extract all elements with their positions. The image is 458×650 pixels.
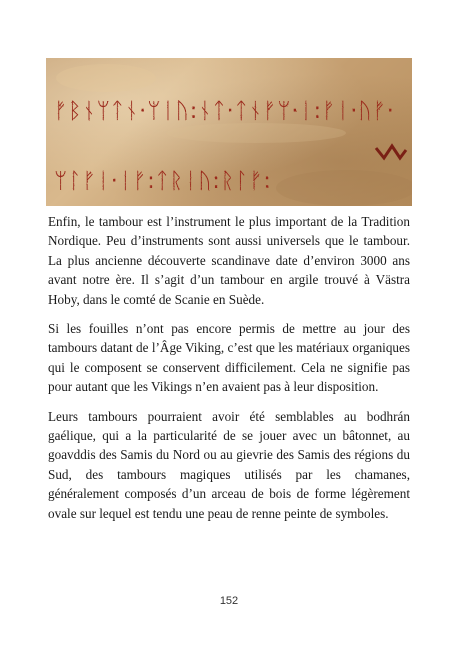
paragraph-3: Leurs tambours pourraient avoir été semblables au bodhrán gaélique, qui a la particularité de se jouer avec un bâtonnet, au goavddis des Samis du Nord ou au gievrie des Samis des régions du Sud, des tambours magiques utilisés par les chamanes, généralement composés d’un arceau de bois de forme légèrement ovale sur lequel est tendu une peau de renne peinte de symboles. <box>48 408 410 521</box>
rune-mark-decoration <box>376 146 406 158</box>
paragraph-1: Enfin, le tambour est l’instrument le plus important de la Tradition Nordique. Peu d’instruments sont aussi universels que le tambour. La plus ancienne découverte scandinave date d’environ 3000 ans avant notre ère. Il s’agit d’un tambour en argile trouvé à Västra Hoby, dans le comté de Scanie en Suède. <box>48 214 410 307</box>
runic-inscription <box>46 58 412 206</box>
rune-line-2: ᛘᛚᚠᛁ·ᛁᚠ:ᛏᚱᛁᚢ:ᚱᛚᚠ: <box>54 169 272 194</box>
rune-line-1: ᚠᛒᚾᛘᛏᚾ·ᛘᛁᚢ:ᚾᛏ·ᛏᚾᚠᛘ·ᛁ:ᚠᛁ·ᚢᚠ· <box>54 99 395 124</box>
body-text <box>48 212 410 533</box>
page-number: 152 <box>219 595 239 607</box>
runic-manuscript-image <box>46 58 412 206</box>
paragraph-2: Si les fouilles n’ont pas encore permis de mettre au jour des tambours datant de l’Âge Viking, c’est que les matériaux organiques qui le composent se conservent difficilement. Cela ne signifie pas pour autant que les Vikings n’en avaient pas à leur disposition. <box>48 321 410 395</box>
